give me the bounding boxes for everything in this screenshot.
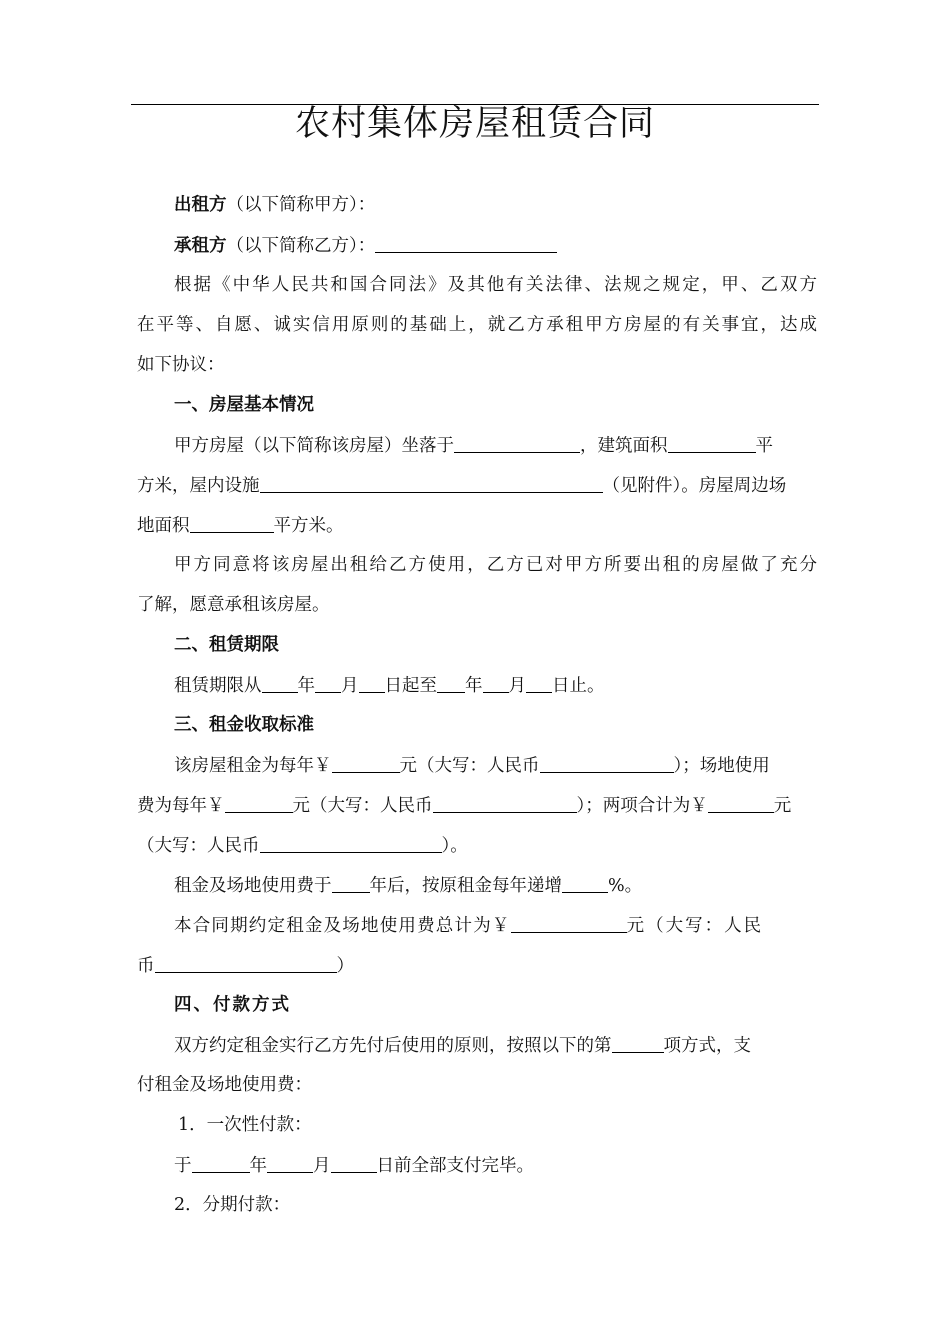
s1-text: 方米，屋内设施: [137, 476, 260, 496]
end-day-blank[interactable]: [526, 674, 552, 693]
s3-text: 元（大写：人民: [626, 916, 764, 936]
section-4-heading: 四、付款方式: [174, 995, 291, 1015]
s4-line-1: [174, 1034, 817, 1056]
s3-text: 元（大写：人民币: [292, 796, 433, 816]
payment-option-2: 2．分期付款：: [174, 1195, 291, 1215]
s3-text: ）；两项合计为￥: [576, 796, 708, 816]
s3-text: 币: [137, 956, 155, 976]
site-fee-words-blank[interactable]: [433, 794, 577, 813]
s3-text: ）；场地使用: [673, 756, 770, 776]
s3-line-4: [174, 874, 817, 896]
s3-text: （大写：人民币: [137, 836, 260, 856]
building-area-blank[interactable]: [668, 434, 756, 453]
total-fee-words-blank[interactable]: [260, 834, 442, 853]
preamble-line-2: 在平等、自愿、诚实信用原则的基础上，就乙方承租甲方房屋的有关事宜，达成: [137, 315, 817, 335]
s4-text: 双方约定租金实行乙方先付后使用的原则，按照以下的第: [174, 1036, 612, 1056]
s4-text: 月: [313, 1156, 331, 1176]
lessor-label: 出租方: [174, 195, 227, 215]
s1-line-5: 了解，愿意承租该房屋。: [137, 595, 330, 615]
s1-text: 平方米。: [273, 516, 344, 536]
house-rent-words-blank[interactable]: [540, 754, 674, 773]
site-area-blank[interactable]: [190, 514, 274, 533]
preamble-line-3: 如下协议：: [137, 355, 225, 375]
section-2-heading: 二、租赁期限: [174, 635, 279, 655]
s3-text: 元（大写：人民币: [399, 756, 540, 776]
term-text: 日起至: [384, 676, 437, 696]
term-text: 年: [465, 676, 483, 696]
s1-line-2: [137, 474, 817, 496]
s1-line-1: [174, 434, 817, 456]
s1-line-3: [137, 514, 817, 536]
s4-text: 项方式，支: [663, 1036, 751, 1056]
pay-month-blank[interactable]: [267, 1154, 313, 1173]
lessor-line: [174, 194, 817, 216]
term-text: 月: [508, 676, 526, 696]
term-text: 年: [297, 676, 315, 696]
lessee-label: 承租方: [174, 236, 227, 256]
s3-text: 费为每年￥: [137, 796, 225, 816]
facilities-blank[interactable]: [260, 474, 603, 493]
start-day-blank[interactable]: [359, 674, 385, 693]
payment-option-1-detail: [174, 1154, 817, 1176]
section-3-heading: 三、租金收取标准: [174, 715, 314, 735]
end-year-blank[interactable]: [437, 674, 465, 693]
end-month-blank[interactable]: [483, 674, 509, 693]
preamble-line-1: 根据《中华人民共和国合同法》及其他有关法律、法规之规定，甲、乙双方: [174, 275, 817, 295]
term-text: 租赁期限从: [174, 676, 262, 696]
s3-text: 年后，按原租金每年递增: [369, 876, 562, 896]
s3-text: 本合同期约定租金及场地使用费总计为￥: [174, 916, 511, 936]
payment-option-blank[interactable]: [612, 1034, 664, 1053]
section-1-heading: 一、房屋基本情况: [174, 395, 314, 415]
s1-line-4: 甲方同意将该房屋出租给乙方使用，乙方已对甲方所要出租的房屋做了充分: [174, 555, 817, 575]
s4-text: 于: [174, 1156, 192, 1176]
s3-text: 该房屋租金为每年￥: [174, 756, 332, 776]
s1-text: 甲方房屋（以下简称该房屋）坐落于: [174, 436, 454, 456]
s3-text: 租金及场地使用费于: [174, 876, 332, 896]
s3-text: ）。: [441, 836, 468, 856]
s4-text: 日前全部支付完毕。: [376, 1156, 534, 1176]
lessee-line: [174, 234, 817, 256]
payment-option-1: 1．一次性付款：: [178, 1115, 312, 1135]
s3-text: %。: [608, 876, 643, 896]
s3-line-5: [174, 914, 817, 936]
location-blank[interactable]: [454, 434, 580, 453]
contract-total-blank[interactable]: [511, 914, 627, 933]
s1-text: 地面积: [137, 516, 190, 536]
start-month-blank[interactable]: [315, 674, 341, 693]
s3-line-2: [137, 794, 817, 816]
total-fee-blank[interactable]: [708, 794, 774, 813]
s1-text: 平: [755, 436, 773, 456]
s3-text: 元: [773, 796, 792, 816]
site-fee-blank[interactable]: [225, 794, 293, 813]
term-text: 日止。: [552, 676, 605, 696]
s3-line-1: [174, 754, 817, 776]
house-rent-blank[interactable]: [332, 754, 400, 773]
lessor-note: （以下简称甲方）：: [226, 195, 376, 215]
s4-line-2: 付租金及场地使用费：: [137, 1075, 312, 1095]
s1-text: （见附件）。房屋周边场: [602, 476, 787, 496]
lessee-name-blank[interactable]: [375, 234, 557, 253]
s3-text: ）: [336, 956, 354, 976]
s4-text: 年: [249, 1156, 267, 1176]
s1-text: ，建筑面积: [580, 436, 668, 456]
start-year-blank[interactable]: [262, 674, 298, 693]
contract-total-words-blank[interactable]: [155, 954, 337, 973]
s3-line-3: [137, 834, 817, 856]
term-text: 月: [341, 676, 359, 696]
years-blank[interactable]: [332, 874, 370, 893]
lessee-note: （以下简称乙方）：: [226, 236, 376, 256]
pay-day-blank[interactable]: [331, 1154, 377, 1173]
term-line: [174, 674, 817, 696]
pay-year-blank[interactable]: [192, 1154, 250, 1173]
document-title: 农村集体房屋租赁合同: [294, 104, 655, 144]
s3-line-6: [137, 954, 817, 976]
increase-rate-blank[interactable]: [562, 874, 608, 893]
